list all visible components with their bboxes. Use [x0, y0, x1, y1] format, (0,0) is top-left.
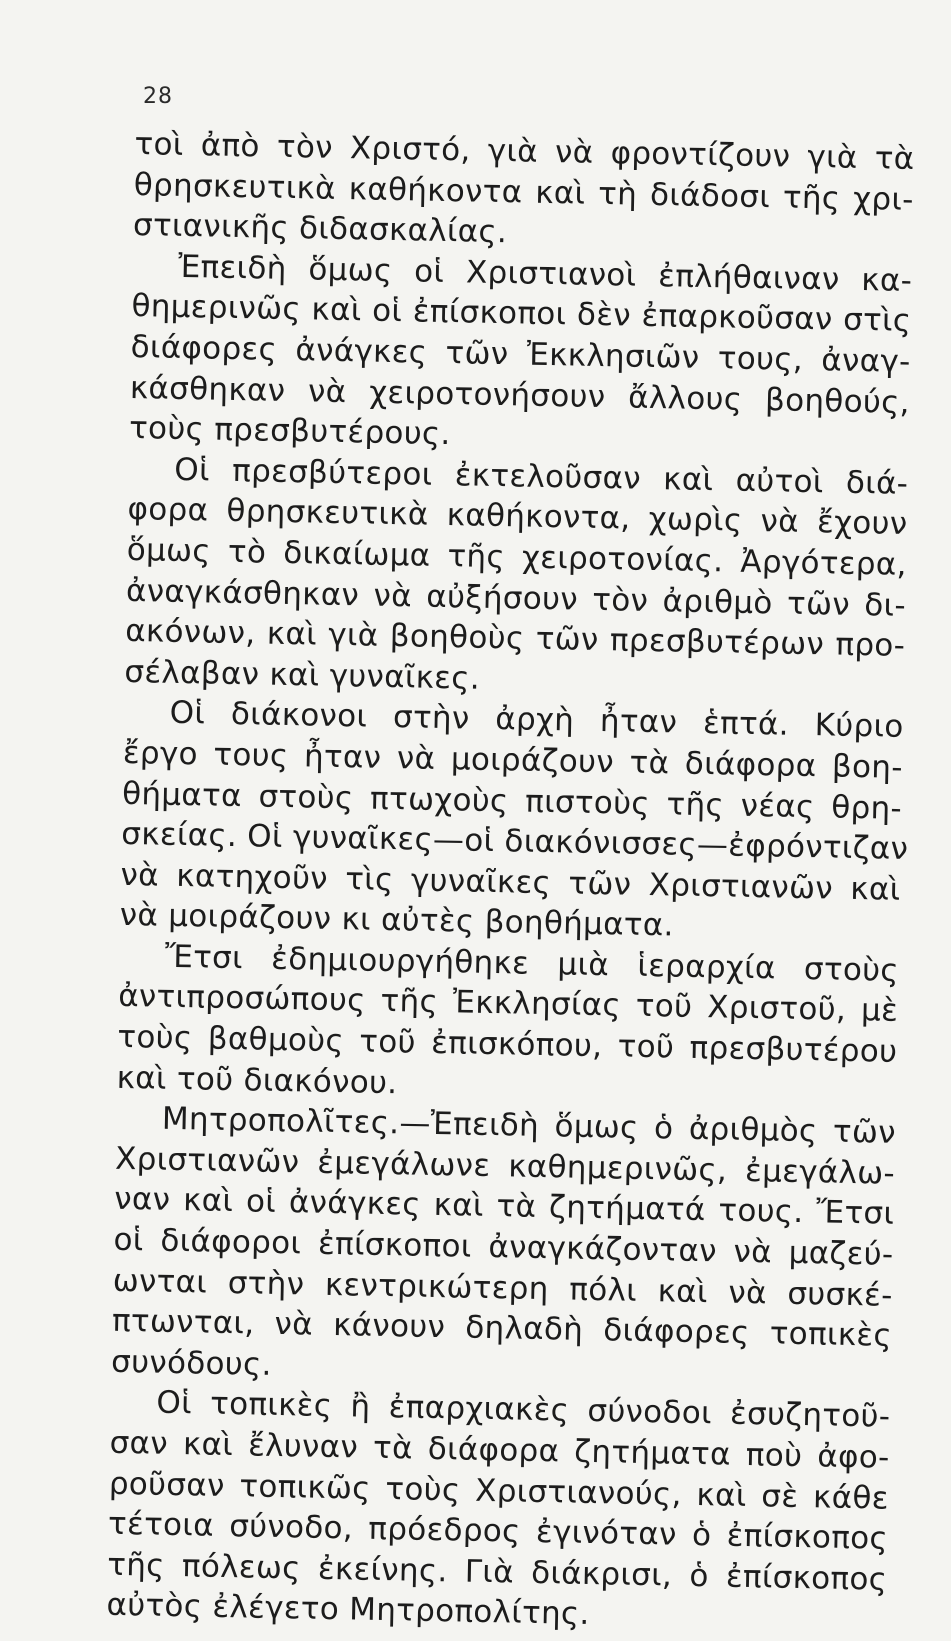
text-line: Οἱ τοπικὲς ἢ ἐπαρχιακὲς σύνοδοι ἐσυζητοῦ-: [156, 1385, 891, 1436]
text-line: οἱ διάφοροι ἐπίσκοποι ἀναγκάζονταν νὰ μαζεύ-: [113, 1221, 894, 1273]
text-line: ἀντιπροσώπους τῆς Ἐκκλησίας τοῦ Χριστοῦ, μὲ: [117, 978, 899, 1030]
text-line: τέτοια σύνοδο, πρόεδρος ἐγινόταν ὁ ἐπίσκοπος: [107, 1505, 889, 1557]
text-line: ὅμως τὸ δικαίωμα τῆς χειροτονίας. Ἀργότερα,: [126, 531, 908, 583]
text-line: ἀναγκάσθηκαν νὰ αὐξήσουν τὸν ἀριθμὸ τῶν δι-: [125, 572, 907, 624]
text-line: ἔργο τους ἦταν νὰ μοιράζουν τὰ διάφορα βοη-: [122, 734, 904, 786]
text-line: πτωνται, νὰ κάνουν δηλαδὴ διάφορες τοπικὲς: [111, 1303, 893, 1354]
text-line: Οἱ διάκονοι στὴν ἀρχὴ ἦταν ἑπτά. Κύριο: [169, 695, 904, 746]
text-line: νὰ κατηχοῦν τὶς γυναῖκες τῶν Χριστιανῶν καὶ: [120, 856, 901, 908]
page-number: 28: [143, 84, 173, 109]
text-line: θήματα στοὺς πτωχοὺς πιστοὺς τῆς νέας θρη-: [121, 775, 903, 827]
text-line: Χριστιανῶν ἐμεγάλωνε καθημερινῶς, ἐμεγάλω-: [114, 1140, 896, 1192]
text-line: στιανικῆς διδασκαλίας.: [132, 207, 508, 251]
text-line: νὰ μοιράζουν κι αὐτὲς βοηθήματα.: [119, 897, 675, 944]
body-text: [106, 124, 915, 1641]
text-line: αὐτὸς ἐλέγετο Μητροπολίτης.: [106, 1587, 590, 1633]
text-line: σαν καὶ ἔλυναν τὰ διάφορα ζητήματα ποὺ ἀφο-: [109, 1424, 890, 1476]
text-line: Ἐπειδὴ ὅμως οἱ Χριστιανοὶ ἐπλήθαιναν κα-: [177, 248, 913, 299]
text-line: καὶ τοῦ διακόνου.: [116, 1059, 398, 1101]
text-line: ροῦσαν τοπικῶς τοὺς Χριστιανούς, καὶ σὲ κάθε: [108, 1465, 890, 1517]
text-line: ωνται στὴν κεντρικώτερη πόλι καὶ νὰ συσκέ-: [112, 1262, 893, 1314]
text-line: θημερινῶς καὶ οἱ ἐπίσκοποι δὲν ἐπαρκοῦσαν στὶς: [131, 288, 912, 340]
text-line: ναν καὶ οἱ ἀνάγκες καὶ τὰ ζητήματά τους. Ἔτσι: [114, 1181, 895, 1233]
text-line: Οἱ πρεσβύτεροι ἐκτελοῦσαν καὶ αὐτοὶ διά-: [174, 451, 909, 502]
text-line: τοὺς βαθμοὺς τοῦ ἐπισκόπου, τοῦ πρεσβυτέρου: [117, 1018, 898, 1070]
text-line: τοὶ ἀπὸ τὸν Χριστό, γιὰ νὰ φροντίζουν γιὰ τὰ: [134, 125, 915, 177]
text-line: Μητροπολῖτες.—Ἐπειδὴ ὅμως ὁ ἀριθμὸς τῶν: [161, 1100, 897, 1152]
text-line: σκείας. Οἱ γυναῖκες—οἱ διακόνισσες—ἐφρόντιζαν: [121, 815, 909, 868]
text-line: Ἔτσι ἐδημιουργήθηκε μιὰ ἱεραρχία στοὺς: [164, 938, 900, 989]
text-line: ακόνων, καὶ γιὰ βοηθοὺς τῶν πρεσβυτέρων προ-: [124, 613, 906, 665]
text-line: φορα θρησκευτικὰ καθήκοντα, χωρὶς νὰ ἔχουν: [127, 491, 908, 543]
text-line: συνόδους.: [110, 1343, 273, 1383]
text-line: κάσθηκαν νὰ χειροτονήσουν ἄλλους βοηθούς,: [129, 369, 911, 421]
text-line: τῆς πόλεως ἐκείνης. Γιὰ διάκρισι, ὁ ἐπίσκοπος: [106, 1546, 888, 1598]
text-line: τοὺς πρεσβυτέρους.: [128, 410, 451, 453]
text-line: διάφορες ἀνάγκες τῶν Ἐκκλησιῶν τους, ἀναγ-: [130, 328, 911, 380]
text-line: σέλαβαν καὶ γυναῖκες.: [124, 653, 481, 697]
text-line: θρησκευτικὰ καθήκοντα καὶ τὴ διάδοσι τῆς χρι-: [133, 166, 915, 218]
